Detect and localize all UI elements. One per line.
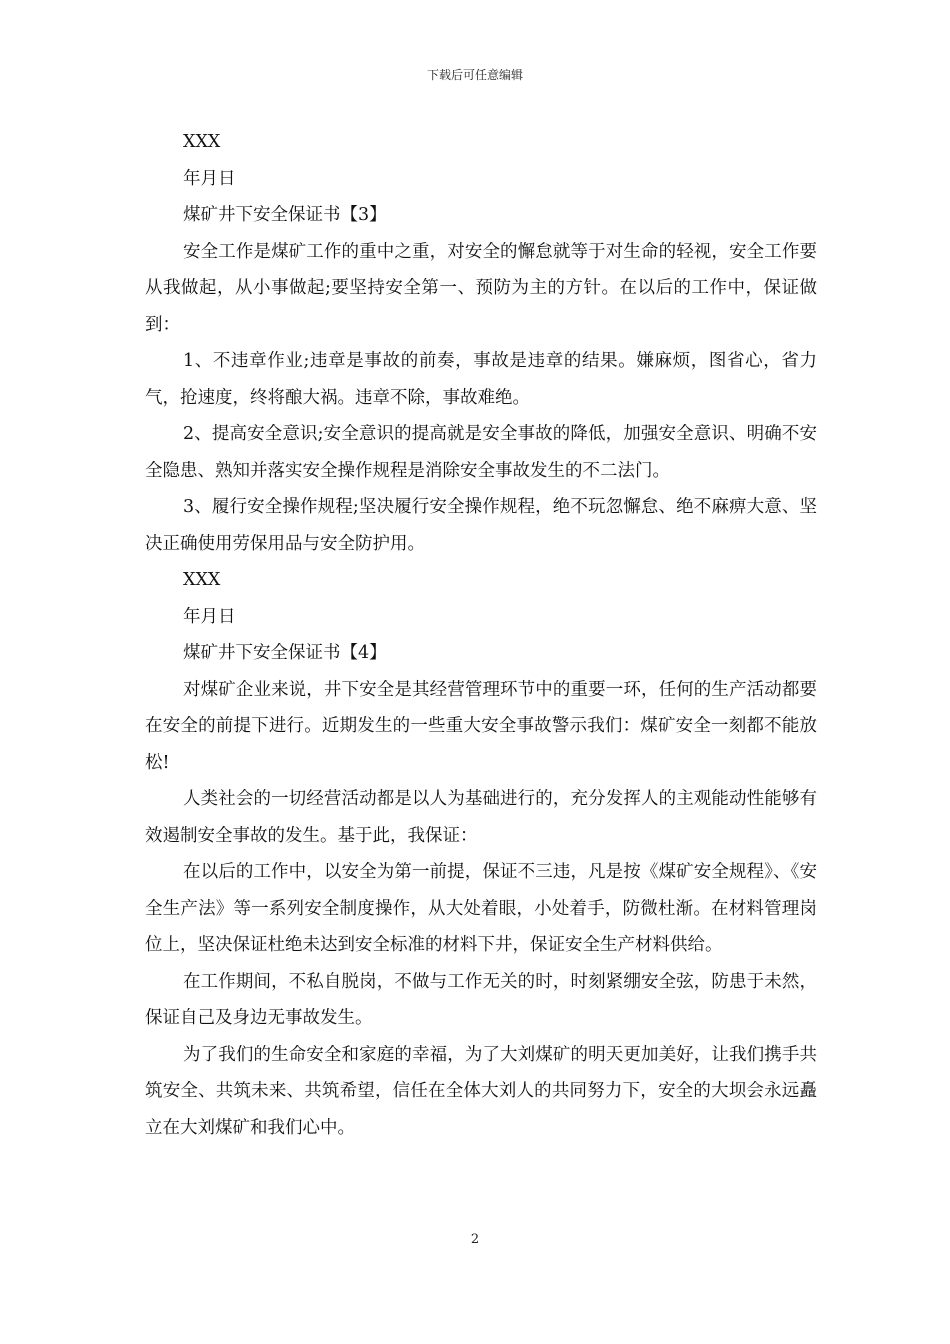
signature-name: XXX <box>183 132 221 152</box>
paragraph: 3、履行安全操作规程;坚决履行安全操作规程，绝不玩忽懈怠、绝不麻痹大意、坚决正确使用劳保用品与安全防护用。 <box>145 497 817 554</box>
paragraph: 人类社会的一切经营活动都是以人为基础进行的，充分发挥人的主观能动性能够有效遏制安全事故的发生。基于此，我保证： <box>145 789 817 846</box>
page-header: 下载后可任意编辑 <box>426 68 523 82</box>
paragraph: 对煤矿企业来说，井下安全是其经营管理环节中的重要一环，任何的生产活动都要在安全的前提下进行。近期发生的一些重大安全事故警示我们：煤矿安全一刻都不能放松! <box>145 679 817 773</box>
page-number: 2 <box>470 1232 480 1247</box>
signature-name: XXX <box>183 570 221 590</box>
document-body <box>145 124 817 1146</box>
paragraph: 在工作期间，不私自脱岗，不做与工作无关的时，时刻紧绷安全弦，防患于未然，保证自己及身边无事故发生。 <box>145 971 817 1028</box>
signature-date: 年月日 <box>183 606 236 627</box>
paragraph: 1、不违章作业;违章是事故的前奏，事故是违章的结果。嫌麻烦，图省心，省力气，抢速度，终将酿大祸。违章不除，事故难绝。 <box>145 351 817 408</box>
paragraph: 为了我们的生命安全和家庭的幸福，为了大刘煤矿的明天更加美好，让我们携手共筑安全、共筑未来、共筑希望，信任在全体大刘人的共同努力下，安全的大坝会永远矗立在大刘煤矿和我们心中。 <box>145 1044 817 1138</box>
paragraph: 2、提高安全意识;安全意识的提高就是安全事故的降低，加强安全意识、明确不安全隐患、熟知并落实安全操作规程是消除安全事故发生的不二法门。 <box>145 424 817 481</box>
paragraph: 安全工作是煤矿工作的重中之重，对安全的懈怠就等于对生命的轻视，安全工作要从我做起，从小事做起;要坚持安全第一、预防为主的方针。在以后的工作中，保证做到： <box>145 241 817 335</box>
section-title: 煤矿井下安全保证书【3】 <box>183 205 387 225</box>
signature-date: 年月日 <box>183 168 236 189</box>
paragraph: 在以后的工作中，以安全为第一前提，保证不三违，凡是按《煤矿安全规程》、《安全生产法》等一系列安全制度操作，从大处着眼，小处着手，防微杜渐。在材料管理岗位上，坚决保证杜绝未达到安全标准的材料下井，保证安全生产材料供给。 <box>145 862 817 955</box>
section-title: 煤矿井下安全保证书【4】 <box>183 643 387 663</box>
